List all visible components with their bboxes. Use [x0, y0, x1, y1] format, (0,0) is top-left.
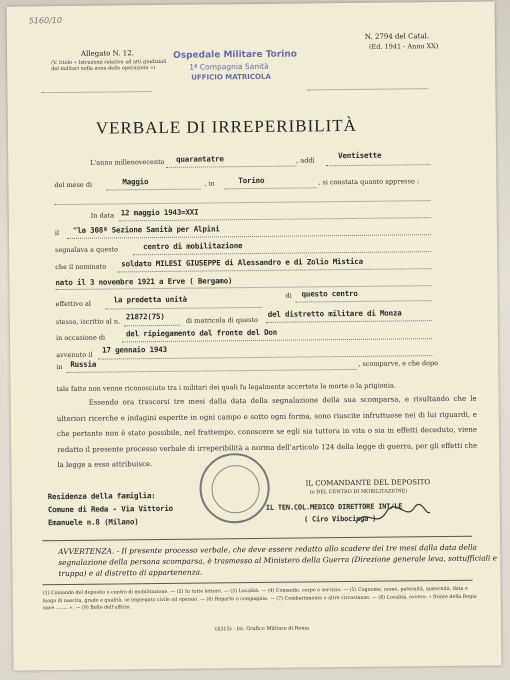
- allegato-note: (V. titolo « Istruzioni relative ad atti giudiziali del militari nella zona delle operazioni »): [51, 58, 167, 73]
- allegato-label: Allegato N. 12.: [80, 49, 134, 58]
- stamp-line-3: UFFICIO MATRICOLA: [191, 72, 271, 82]
- header-line: [307, 88, 427, 90]
- nominato-value: soldato MILESI GIUSEPPE di Alessandro e di Zolio Mistica: [121, 256, 363, 269]
- catalog-edition: (Ed. 1941 - Anno XX): [368, 42, 439, 51]
- avvenuto-label: avvenuto il: [56, 350, 93, 360]
- document-title: VERBALE DI IRREPERIBILITÀ: [95, 115, 357, 138]
- dotted-line: [55, 200, 431, 205]
- commander-title: IL COMANDANTE DEL DEPOSITO: [305, 478, 431, 488]
- stamp-line-1: Ospedale Militare Torino: [173, 49, 298, 61]
- office-seal: [199, 453, 270, 524]
- dotted-line: [296, 300, 432, 302]
- main-paragraph: Essendo ora trascorsi tre mesi dalla data della segnalazione della sua scomparsa, e risultando che le ulteriori ricerche e indagini esperite in ogni campo e sotto ogni forma, sono riuscite infruttuose nei di lui riguardi, e che pertanto non è stato possibile, nel frattempo, conoscere se egli sia tuttora in vita o sia in effetti deceduto, viene redatto il presente processo verbale di irreperibilità a norma dell'articolo 124 della legge di guerra, per gli effetti che la legge a esso attribuisce.: [56, 394, 478, 470]
- printer-note: (4315) - Ist. Grafico Militare di Roma: [215, 625, 310, 633]
- nominato-label: che il nominato: [55, 262, 107, 272]
- separator-line: [42, 536, 472, 542]
- in-label: , in: [204, 179, 215, 188]
- residence-line-2: Comune di Reda - Via Vittorio: [47, 503, 174, 515]
- dotted-line: [119, 217, 431, 221]
- dotted-line: [106, 189, 200, 191]
- dotted-line: [166, 166, 296, 168]
- residence-line-3: Emanuele n.8 (Milano): [47, 517, 139, 528]
- segnalava-value: centro di mobilitazione: [143, 241, 243, 252]
- stesso-label: stesso, iscritto al n.: [55, 317, 121, 327]
- dotted-line: [224, 187, 316, 189]
- constata-text: , si constata quanto appresso :: [318, 177, 420, 187]
- matricola-value: del distretto militare di Monza: [267, 308, 402, 319]
- dotted-line: [266, 320, 432, 323]
- pencil-note: 5160/10: [28, 15, 62, 26]
- stamp-line-2: 1ª Compagnia Sanità: [189, 61, 269, 72]
- matricola-label: di matricola di questo: [185, 315, 258, 325]
- commander-subtitle: (o DEL CENTRO DI MOBILITAZIONE): [309, 488, 408, 496]
- addi-label: , addì: [296, 156, 315, 165]
- mese-value: Maggio: [122, 177, 149, 187]
- catalog-number: N. 2794 del Catal.: [364, 32, 430, 41]
- dotted-line: [124, 325, 180, 327]
- handwritten-signature: [352, 502, 432, 531]
- il-value: "la 308ª Sezione Sanità per Alpini: [72, 224, 220, 235]
- dotted-line: [106, 307, 262, 310]
- avvenuto-value: 17 gennaio 1943: [102, 344, 167, 355]
- occasione-label: in occasione di: [55, 333, 106, 343]
- effettivo-value: la predetta unità: [113, 294, 188, 305]
- dotted-line: [326, 164, 430, 166]
- occasione-value: del ripiegamento dal fronte del Don: [125, 327, 278, 339]
- mese-label: del mese di: [54, 180, 93, 190]
- signatory-name: ( Ciro Vibocinga ): [303, 514, 377, 524]
- footnotes: (1) Comando del deposito o centro di mobilitazione. — (2) In tutte lettere. — (3) Località. — (4) Comando, corpo o servizio. — (5) Cognome, nome, paternità, maternità, data e luogo di nascita, grado e qualità, se impiegato civile od operaio. — (6) Reparto o compagnia. — (7) Combattimento o altre circostanze. — (8) Località, ovvero: « fronte della Regia nave ........ ». — (9) Bollo dell'ufficio.: [42, 586, 477, 612]
- document-sheet: [7, 1, 502, 670]
- dotted-line: [66, 369, 356, 373]
- header-line: [41, 91, 151, 93]
- addi-value: Ventisette: [338, 150, 382, 161]
- in2-value: Russia: [70, 359, 97, 369]
- in2-label: in: [56, 363, 63, 372]
- data-label: In data: [90, 211, 115, 220]
- di-label: di: [285, 291, 292, 300]
- dotted-line: [117, 268, 431, 272]
- in-value: Torino: [238, 175, 265, 186]
- fatto-text: tale fatto non venne riconosciuto tra i militari dei quali fu legalmente accertata la morte o la prigionia.: [56, 381, 396, 394]
- dotted-line: [133, 251, 431, 255]
- stesso-value: 21872(75): [125, 311, 165, 322]
- dotted-line: [67, 234, 431, 239]
- segnalava-label: segnalava a questo: [55, 245, 119, 255]
- anno-label: L'anno millenovecento: [90, 157, 165, 167]
- di-value: questo centro: [301, 288, 358, 299]
- warning-text: AVVERTENZA. - Il presente processo verbale, che deve essere redatto allo scadere dei tre mesi dalla data della segnalazione della persona scomparsa, è trasmesso al Ministero della Guerra (Direzione generale leva, sottufficiali e truppa) e al distretto di appartenenza.: [58, 542, 498, 579]
- separator-line: [43, 580, 473, 586]
- anno-value: quarantatre: [176, 154, 224, 164]
- nato-value: nato il 3 novembre 1921 a Erve ( Bergamo): [55, 276, 233, 288]
- scomparve-text: , scomparve, e che dopo: [358, 359, 439, 368]
- effettivo-label: effettivo al: [55, 299, 91, 309]
- data-value: 12 maggio 1943=XXI: [120, 207, 199, 218]
- signatory-rank: IL TEN.COL.MEDICO DIRETTORE INT/LE: [265, 502, 403, 512]
- dotted-line: [122, 338, 432, 342]
- residence-line-1: Residenza della famiglia:: [47, 491, 156, 502]
- il-label: il: [54, 229, 60, 238]
